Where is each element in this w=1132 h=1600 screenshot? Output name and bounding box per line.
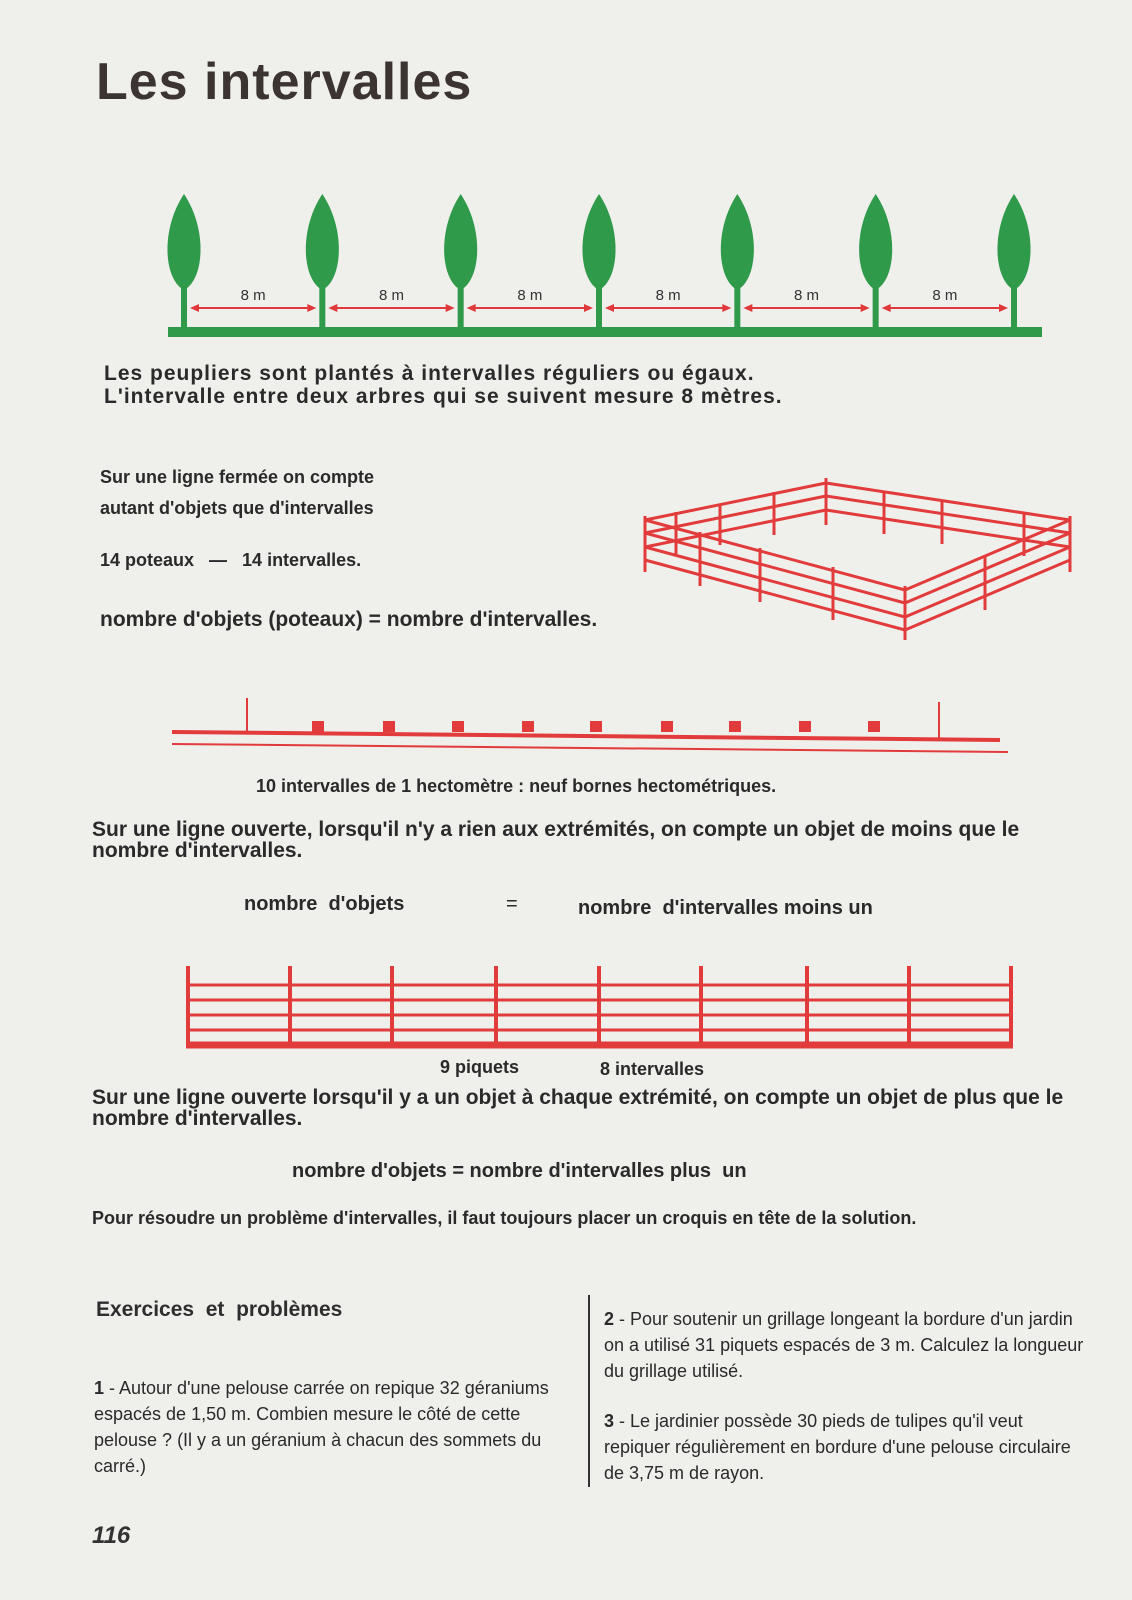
poplar-tree [997,194,1030,332]
borne-marker [729,721,741,732]
equation-right: nombre d'intervalles moins un [578,897,873,919]
interval-arrow [743,304,869,312]
borne-marker [590,721,602,732]
poplar-tree [306,194,339,332]
closed-line-text-1: Sur une ligne fermée on compte [100,467,375,487]
interval-label: 8 m [517,287,543,304]
column-divider [588,1295,590,1487]
poplar-trees-illustration [0,0,1132,360]
equation-left: nombre d'objets [244,893,405,915]
poplar-tree [444,194,477,332]
exercise-number: 1 [94,1378,105,1398]
poplar-tree [859,194,892,332]
exercise-3 [604,1408,1084,1486]
poplar-line-2: L'intervalle entre deux arbres qui se suivent mesure 8 mètres. [104,385,783,408]
poplar-tree [582,194,615,332]
equals-sign: = [506,893,518,915]
open-line-ends-rule: Sur une ligne ouverte lorsqu'il y a un objet à chaque extrémité, on compte un objet de plus que le nombre d'intervalles. [92,1086,1064,1130]
closed-line-text-2: autant d'objets que d'intervalles [100,498,374,518]
interval-arrow [190,304,316,312]
interval-arrow [467,304,593,312]
poplar-paragraph [104,362,783,408]
page-title: Les intervalles [96,53,473,111]
open-line-empty-rule: Sur une ligne ouverte, lorsqu'il n'y a rien aux extrémités, on compte un objet de moins que le nombre d'intervalles. [92,818,1020,862]
exercise-1 [94,1375,580,1479]
exercise-text: - Pour soutenir un grillage longeant la bordure d'un jardin on a utilisé 31 piquets espacés de 3 m. Calculez la longueur du grillage utilisé. [604,1309,1084,1381]
borne-marker [522,721,534,732]
exercise-text: - Le jardinier possède 30 pieds de tulipes qu'il veut repiquer régulièrement en bordure d'une pelouse circulaire de 3,75 m de rayon. [604,1411,1071,1483]
borne-marker [312,721,324,732]
exercise-number: 2 [604,1309,615,1329]
interval-label: 8 m [378,287,405,304]
bornes-caption: 10 intervalles de 1 hectomètre : neuf bornes hectométriques. [256,776,777,796]
borne-marker [383,721,395,732]
closed-line-rule [100,462,374,524]
plus-one-equation: nombre d'objets = nombre d'intervalles plus un [292,1160,747,1182]
interval-arrow [882,304,1008,312]
advice-paragraph: Pour résoudre un problème d'intervalles, il faut toujours placer un croquis en tête de la solution. [92,1208,917,1228]
interval-label: 8 m [932,287,958,304]
poplar-tree [167,194,200,332]
interval-label: 8 m [793,287,820,304]
borne-marker [868,721,880,732]
stakes-caption: 9 piquets [440,1057,520,1077]
interval-arrow [605,304,731,312]
borne-marker [661,721,673,732]
exercise-2 [604,1306,1084,1384]
exercise-number: 3 [604,1411,615,1431]
interval-arrow [328,304,454,312]
intervals-caption: 8 intervalles [600,1059,705,1079]
poplar-line-1: Les peupliers sont plantés à intervalles réguliers ou égaux. [104,362,755,385]
exercise-text: - Autour d'une pelouse carrée on repique 32 géraniums espacés de 1,50 m. Combien mesure le côté de cette pelouse ? (Il y a un géranium à chacun des sommets du carré.) [94,1378,549,1476]
page-number: 116 [92,1522,131,1549]
borne-marker [799,721,811,732]
exercises-heading: Exercices et problèmes [96,1298,343,1321]
poplar-tree [721,194,754,332]
interval-label: 8 m [655,287,681,304]
interval-label: 8 m [240,287,266,304]
closed-line-equation: nombre d'objets (poteaux) = nombre d'intervalles. [100,608,598,631]
ground-line [168,327,1042,337]
borne-marker [452,721,464,732]
posts-count: 14 poteaux — 14 intervalles. [100,550,362,570]
